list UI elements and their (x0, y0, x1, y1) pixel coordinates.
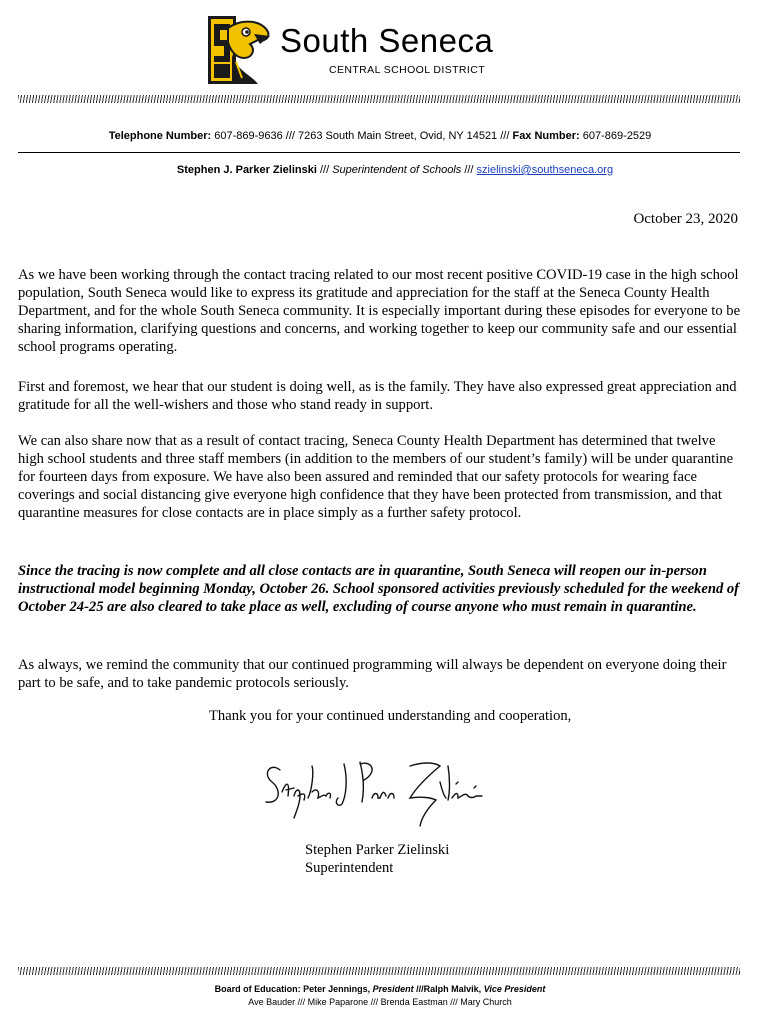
superintendent-line (0, 164, 760, 176)
separator: /// (316, 164, 333, 176)
board-label: Board of Education: Peter Jennings, (214, 984, 373, 994)
board-members-line: Ave Bauder /// Mike Paparone /// Brenda Eastman /// Mary Church (248, 997, 512, 1007)
superintendent-title-header: Superintendent of Schools (332, 164, 462, 176)
district-subtitle: CENTRAL SCHOOL DISTRICT (329, 64, 486, 76)
email-link[interactable]: szielinski@southseneca.org (476, 164, 614, 176)
separator: /// (461, 164, 477, 176)
address-text: /// 7263 South Main Street, Ovid, NY 14521 /// (282, 130, 513, 142)
paragraph-reopening: Since the tracing is now complete and all close contacts are in quarantine, South Seneca will reopen our in-person instructional model beginning Monday, October 26. School sponsored activities previously scheduled for the weekend of October 24-25 are also cleared to take place as well, excluding of course anyone who must remain in quarantine. (18, 563, 740, 615)
vice-president-title: Vice President (483, 984, 546, 994)
board-officers-line (0, 984, 760, 994)
telephone-number: 607-869-9636 (214, 130, 283, 142)
paragraph-gratitude: As we have been working through the contact tracing related to our most recent positive COVID-19 case in the high school population, South Seneca would like to express its gratitude and appreciation for the staff at the Seneca County Health Department, and for the whole South Seneca community. It is especially important during these episodes for everyone to be sharing information, clarifying questions and concerns, and working together to keep our community safe and our essential school programs operating. (18, 267, 741, 355)
president-title: President (372, 984, 414, 994)
footer-hatch-divider (18, 967, 740, 975)
fax-label: Fax Number: (512, 130, 580, 142)
board-separator: ///Ralph Malvik, (413, 984, 484, 994)
paragraph-student-status: First and foremost, we hear that our student is doing well, as is the family. They have also expressed great appreciation and gratitude for all the well-wishers and those who stand ready in support. (18, 379, 737, 413)
letter-date: October 23, 2020 (633, 211, 738, 227)
district-name: South Seneca (280, 22, 494, 59)
header-hatch-divider (18, 95, 740, 103)
signer-title: Superintendent (305, 860, 394, 876)
superintendent-name-header: Stephen J. Parker Zielinski (176, 164, 317, 176)
contact-line (0, 130, 760, 142)
handwritten-signature (260, 752, 500, 832)
district-logo (206, 14, 272, 86)
paragraph-contact-tracing: We can also share now that as a result of contact tracing, Seneca County Health Department has determined that twelve high school students and three staff members (in addition to the members of our student’s family) will be under quarantine for fourteen days from exposure. We have also been assured and reminded that our safety protocols for wearing face coverings and social distancing give everyone high confidence that they have been protected from transmission, and that quarantine measures for close contacts are in place simply as a further safety protocol. (18, 433, 734, 521)
fax-number: 607-869-2529 (582, 130, 652, 142)
paragraph-reminder: As always, we remind the community that our continued programming will always be dependent on everyone doing their part to be safe, and to take pandemic protocols seriously. (18, 657, 727, 691)
signer-name: Stephen Parker Zielinski (305, 842, 450, 858)
closing-line: Thank you for your continued understanding and cooperation, (209, 708, 572, 724)
header-rule (18, 152, 740, 153)
telephone-label: Telephone Number: (108, 130, 212, 142)
